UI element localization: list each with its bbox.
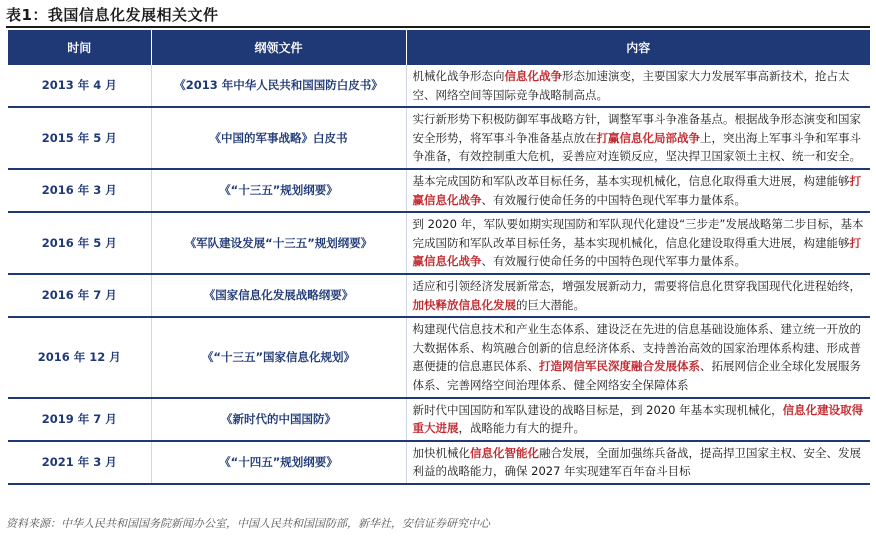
content-text: 适应和引领经济发展新常态，增强发展新动力，需要将信息化贯穿我国现代化进程始终， (412, 278, 861, 293)
table-row (8, 169, 870, 212)
content-text: 、有效履行使命任务的中国特色现代军事力量体系。 (481, 254, 746, 269)
cell-document: 《“十三五”规划纲要》 (151, 169, 406, 212)
cell-document: 《国家信息化发展战略纲要》 (151, 274, 406, 317)
cell-document: 《“十四五”规划纲要》 (151, 441, 406, 484)
table-row (8, 274, 870, 317)
cell-document: 《2013 年中华人民共和国国防白皮书》 (151, 65, 406, 107)
cell-time: 2016 年 5 月 (8, 212, 151, 274)
content-text: 基本完成国防和军队改革目标任务，基本实现机械化，信息化取得重大进展，构建能够 (412, 173, 850, 188)
cell-time: 2016 年 3 月 (8, 169, 151, 212)
cell-time: 2013 年 4 月 (8, 65, 151, 107)
content-text: 机械化战争形态向 (412, 69, 505, 83)
content-text: 到 2020 年，军队要如期实现国防和军队现代化建设“三步走”发展战略第二步目标，基本完成国防和军队改革目标任务，基本实现机械化，信息化建设取得重大进展，构建能够 (412, 217, 864, 250)
table-row (8, 65, 870, 107)
content-text: 融合发展，全面加强练兵备战，提高捍卫国家主权、安全、发展利益的战略能力，确保 2027 年实现建军百年奋斗目标 (412, 445, 861, 479)
cell-content (406, 441, 870, 484)
cell-content (406, 317, 870, 397)
content-text: 、拓展网信企业全球化发展服务体系、完善网络空间治理体系、健全网络安全保障体系 (412, 359, 861, 392)
table-header-row (8, 30, 870, 65)
table-row (8, 398, 870, 441)
table-row (8, 107, 870, 169)
content-text: 、有效履行使命任务的中国特色现代军事力量体系。 (481, 192, 746, 207)
source-note: 资料来源：中华人民共和国国务院新闻办公室，中国人民共和国国防部，新华社，安信证券研究中心 (6, 517, 490, 530)
cell-content (406, 398, 870, 441)
highlight-text: 打造网信军民深度融合发展体系 (539, 359, 700, 374)
cell-time: 2019 年 7 月 (8, 398, 151, 441)
cell-time: 2015 年 5 月 (8, 107, 151, 169)
header-time: 时间 (8, 30, 151, 65)
content-text: 构建现代信息技术和产业生态体系、建设泛在先进的信息基础设施体系、建立统一开放的大数据体系、构筑融合创新的信息经济体系、支持善治高效的国家治理体系构建、形成普惠便捷的信息惠民体系、 (412, 322, 861, 374)
policy-documents-table (8, 30, 870, 485)
content-text: 形态加速演变，主要国家大力发展军事高新技术，抢占太空、网络空间等国际竞争战略制高点。 (412, 69, 850, 102)
table-row (8, 212, 870, 274)
highlight-text: 打赢信息化战争 (412, 173, 861, 207)
content-text: 新时代中国国防和军队建设的战略目标是，到 2020 年基本实现机械化， (412, 402, 783, 417)
cell-time: 2016 年 7 月 (8, 274, 151, 317)
highlight-text: 信息化战争 (504, 69, 562, 83)
header-document: 纲领文件 (151, 30, 406, 65)
highlight-text: 信息化智能化 (470, 445, 539, 460)
cell-content (406, 274, 870, 317)
content-text: 的巨大潜能。 (516, 297, 585, 312)
cell-content (406, 107, 870, 169)
cell-content (406, 212, 870, 274)
content-text: ，战略能力有大的提升。 (458, 421, 585, 436)
highlight-text: 信息化建设取得重大进展 (412, 402, 864, 436)
cell-content (406, 169, 870, 212)
highlight-text: 打赢信息化局部战争 (596, 130, 700, 145)
title-rule (6, 26, 870, 28)
cell-document: 《新时代的中国国防》 (151, 398, 406, 441)
cell-content (406, 65, 870, 107)
table-title: 表1：我国信息化发展相关文件 (6, 6, 219, 24)
cell-time: 2016 年 12 月 (8, 317, 151, 397)
cell-document: 《中国的军事战略》白皮书 (151, 107, 406, 169)
table-row (8, 317, 870, 397)
cell-time: 2021 年 3 月 (8, 441, 151, 484)
highlight-text: 打赢信息化战争 (412, 235, 861, 269)
cell-document: 《“十三五”国家信息化规划》 (151, 317, 406, 397)
cell-document: 《军队建设发展“十三五”规划纲要》 (151, 212, 406, 274)
content-text: 上，突出海上军事斗争和军事斗争准备，有效控制重大危机，妥善应对连锁反应，坚决捍卫国家领土主权、统一和安全。 (412, 130, 861, 164)
content-text: 实行新形势下积极防御军事战略方针，调整军事斗争准备基点。根据战争形态演变和国家安全形势，将军事斗争准备基点放在 (412, 112, 861, 145)
highlight-text: 加快释放信息化发展 (412, 297, 516, 312)
table-row (8, 441, 870, 484)
content-text: 加快机械化 (412, 445, 470, 460)
header-content: 内容 (406, 30, 870, 65)
